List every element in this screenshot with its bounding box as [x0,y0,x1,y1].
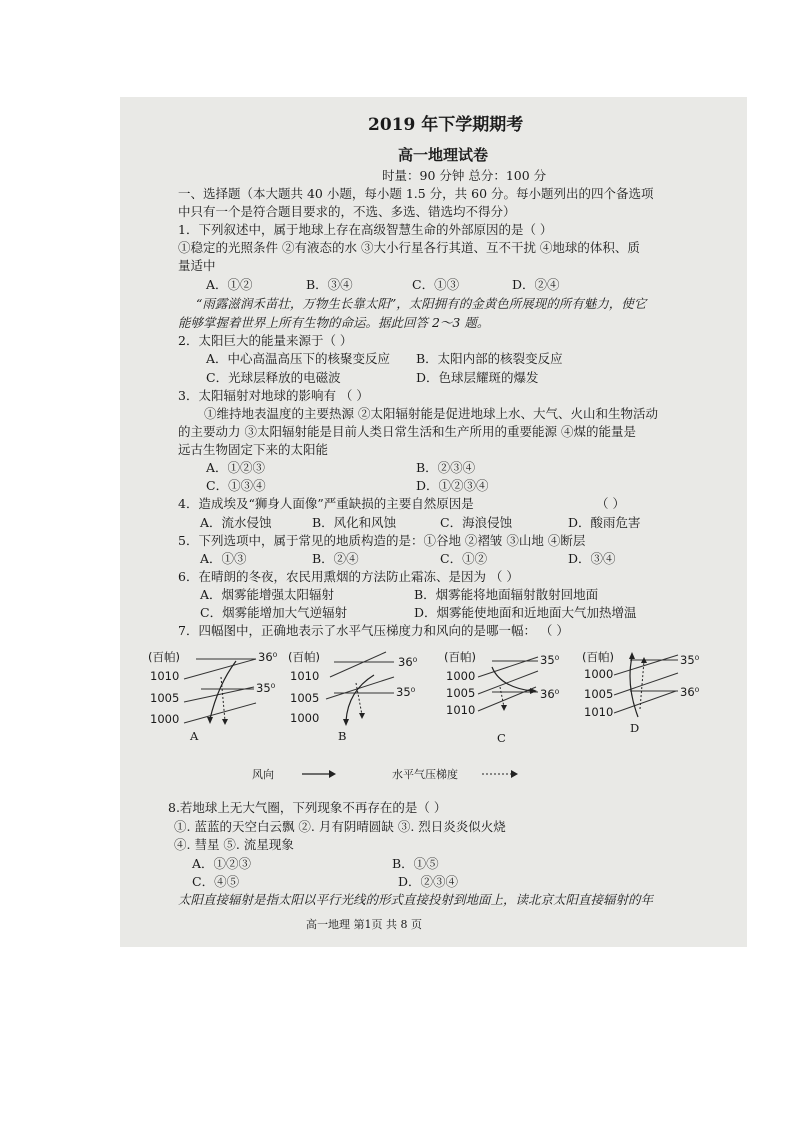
q1-option-c: C．①③ [412,277,460,292]
diagram-a [146,647,288,745]
q3-stem: 3．太阳辐射对地球的影响有 （ ） [178,388,369,403]
q2-option-b: B．太阳内部的核裂变反应 [416,351,563,366]
instructions-line-2: 中只有一个是符合题目要求的，不选、多选、错选均不得分） [178,204,516,219]
diagram-b-latitude-top: 36⁰ [398,655,418,669]
legend-wind-arrow-icon [300,767,338,781]
diagram-b-unit: (百帕) [288,650,320,664]
q1-option-a: A．①② [206,277,253,292]
diagram-b-pressure-top: 1010 [290,669,320,683]
diagram-b [286,647,428,745]
q3-option-d: D．①②③④ [416,478,489,493]
q2-option-c: C．光球层释放的电磁波 [206,370,341,385]
diagram-d-letter: D [630,721,640,735]
q3-option-a: A．①②③ [206,460,266,475]
legend-wind-label: 风向 [252,768,274,781]
q5-option-d: D．③④ [568,551,616,566]
diagram-d-pressure-mid: 1005 [584,687,614,701]
q3-items-1: ①维持地表温度的主要热源 ②太阳辐射能是促进地球上水、大气、火山和生物活动 [204,406,658,421]
diagram-b-pressure-mid: 1005 [290,691,320,705]
diagram-a-pressure-mid: 1005 [150,691,180,705]
diagram-c-latitude-mid: 36⁰ [540,687,560,701]
q1-items-2: 量适中 [178,258,216,273]
q5-option-a: A．①③ [200,551,247,566]
q3-option-b: B．②③④ [416,460,476,475]
passage2-line: 太阳直接辐射是指太阳以平行光线的形式直接投射到地面上，读北京太阳直接辐射的年 [178,892,654,907]
diagram-d-lines [580,647,730,745]
diagram-c-pressure-mid: 1005 [446,686,476,700]
diagram-d-pressure-bottom: 1010 [584,705,614,719]
q2-stem: 2．太阳巨大的能量来源于（ ） [178,333,353,348]
exam-meta: 时量：90 分钟 总分：100 分 [382,168,547,183]
diagram-d [580,647,730,745]
passage1-line-1: “雨露滋润禾苗壮，万物生长靠太阳”，太阳拥有的金黄色所展现的所有魅力，使它 [196,296,647,311]
exam-subtitle: 高一地理试卷 [398,146,489,164]
diagram-c-letter: C [497,731,506,745]
q4-stem: 4．造成埃及“狮身人面像”严重缺损的主要自然原因是 [178,496,474,511]
diagram-c [442,647,584,745]
q6-option-b: B．烟雾能将地面辐射散射回地面 [414,587,599,602]
q6-option-d: D．烟雾能使地面和近地面大气加热增温 [414,605,637,620]
q6-stem: 6．在晴朗的冬夜，农民用熏烟的方法防止霜冻、是因为 （ ） [178,569,519,584]
q3-items-3: 远古生物固定下来的太阳能 [178,442,329,457]
q1-option-d: D．②④ [512,277,560,292]
q1-option-b: B．③④ [306,277,353,292]
q6-option-c: C．烟雾能增加大气逆辐射 [200,605,348,620]
diagram-c-lines [442,647,584,745]
diagram-c-latitude-top: 35⁰ [540,653,560,667]
q4-option-d: D．酸雨危害 [568,515,641,530]
diagram-c-pressure-top: 1000 [446,669,476,683]
diagram-c-unit: (百帕) [444,650,476,664]
legend-gradient-arrow-icon [480,767,520,781]
q3-option-c: C．①③④ [206,478,266,493]
q1-items-1: ①稳定的光照条件 ②有液态的水 ③大小行星各行其道、互不干扰 ④地球的体积、质 [178,240,640,255]
q4-option-b: B．风化和风蚀 [312,515,397,530]
exam-page [120,97,747,947]
q8-items-1: ①. 蓝蓝的天空白云飘 ②. 月有阴晴圆缺 ③. 烈日炎炎似火烧 [174,819,506,834]
diagram-a-unit: (百帕) [148,650,180,664]
diagram-a-pressure-top: 1010 [150,669,180,683]
q3-items-2: 的主要动力 ③太阳辐射能是目前人类日常生活和生产所用的重要能源 ④煤的能量是 [178,424,636,439]
diagram-b-pressure-bottom: 1000 [290,711,320,725]
q4-answer-paren: （ ） [596,496,625,511]
instructions-line-1: 一、选择题（本大题共 40 小题，每小题 1.5 分，共 60 分。每小题列出的四个备选项 [178,186,654,201]
q5-stem: 5．下列选项中，属于常见的地质构造的是：①谷地 ②褶皱 ③山地 ④断层 [178,533,586,548]
diagram-d-latitude-top: 35⁰ [680,653,700,667]
q6-option-a: A．烟雾能增强太阳辐射 [200,587,335,602]
q1-stem: 1．下列叙述中，属于地球上存在高级智慧生命的外部原因的是（ ） [178,222,553,237]
q8-option-c: C．④⑤ [192,874,240,889]
q5-option-b: B．②④ [312,551,359,566]
diagram-a-latitude-top: 36⁰ [258,650,278,664]
diagram-d-latitude-mid: 36⁰ [680,685,700,699]
diagram-b-lines [286,647,428,745]
q8-items-2: ④. 彗星 ⑤. 流星现象 [174,837,294,852]
q2-option-a: A．中心高温高压下的核聚变反应 [206,351,391,366]
passage1-line-2: 能够掌握着世界上所有生物的命运。据此回答 2～3 题。 [178,315,490,330]
q2-option-d: D．色球层耀斑的爆发 [416,370,539,385]
diagram-b-latitude-mid: 35⁰ [396,685,416,699]
legend-gradient-label: 水平气压梯度 [392,768,458,781]
q8-stem: 8.若地球上无大气圈，下列现象不再存在的是（ ） [168,800,447,815]
q5-option-c: C．①② [440,551,488,566]
diagram-d-unit: (百帕) [582,650,614,664]
diagram-a-letter: A [190,729,199,743]
diagram-d-pressure-top: 1000 [584,667,614,681]
q8-option-b: B．①⑤ [392,856,439,871]
diagram-a-latitude-mid: 35⁰ [256,681,276,695]
q8-option-a: A．①②③ [192,856,252,871]
exam-title: 2019 年下学期期考 [368,115,524,135]
page-footer: 高一地理 第1页 共 8 页 [306,918,422,931]
q4-option-c: C．海浪侵蚀 [440,515,513,530]
diagram-a-lines [146,647,288,745]
q8-option-d: D．②③④ [398,874,459,889]
q7-stem: 7．四幅图中，正确地表示了水平气压梯度力和风向的是哪一幅： （ ） [178,623,569,638]
diagram-c-pressure-bottom: 1010 [446,703,476,717]
q4-option-a: A．流水侵蚀 [200,515,272,530]
diagram-b-letter: B [338,729,347,743]
diagram-a-pressure-bottom: 1000 [150,712,180,726]
